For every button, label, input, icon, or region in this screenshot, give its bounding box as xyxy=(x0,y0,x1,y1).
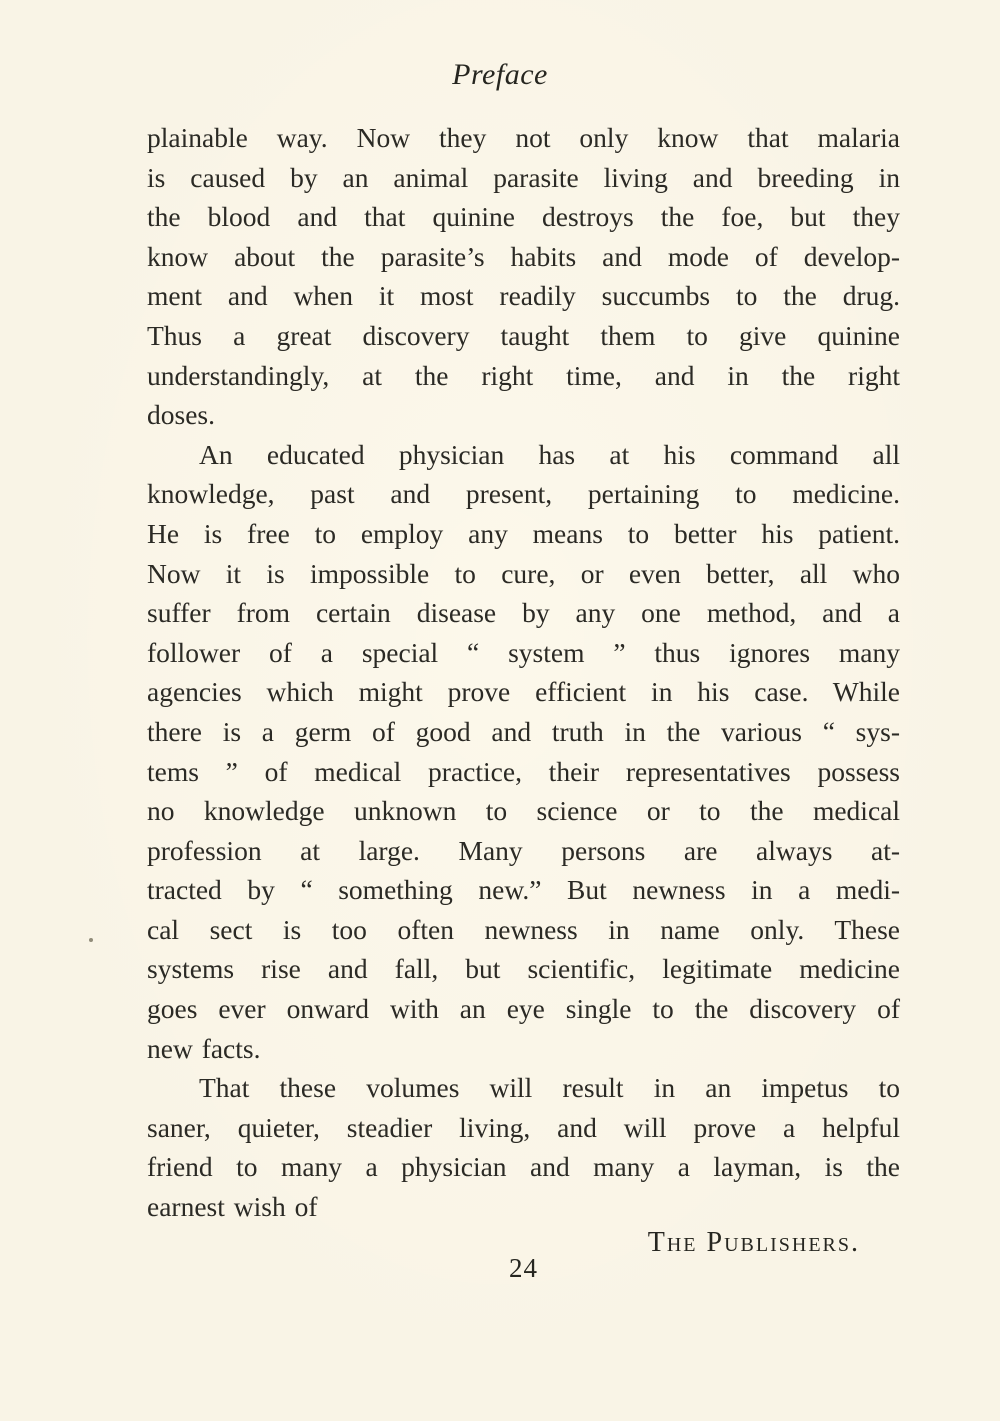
text-line: Now it is impossible to cure, or even better, all who xyxy=(147,557,900,589)
text-line: profession at large. Many persons are always at- xyxy=(147,834,900,866)
text-line: tems ” of medical practice, their representatives possess xyxy=(147,755,900,787)
text-line: He is free to employ any means to better his patient. xyxy=(147,517,900,549)
paragraph xyxy=(147,435,900,1069)
text-line: is caused by an animal parasite living and breeding in xyxy=(147,161,900,193)
text-line: knowledge, past and present, pertaining to medicine. xyxy=(147,478,900,510)
text-line: ment and when it most readily succumbs to the drug. xyxy=(147,280,900,312)
text-line: saner, quieter, steadier living, and will prove a helpful xyxy=(147,1111,900,1143)
text-line: tracted by “ something new.” But newness in a medi- xyxy=(147,874,900,906)
paragraph xyxy=(147,118,900,435)
text-line: An educated physician has at his command all xyxy=(199,438,900,470)
text-line: there is a germ of good and truth in the various “ sys- xyxy=(147,715,900,747)
text-line: doses. xyxy=(147,399,215,431)
paragraph xyxy=(147,1068,900,1226)
text-line: cal sect is too often newness in name only. These xyxy=(147,913,900,945)
text-line: the blood and that quinine destroys the foe, but they xyxy=(147,201,900,233)
text-block xyxy=(147,118,900,1227)
text-line: That these volumes will result in an impetus to xyxy=(199,1072,900,1104)
text-line: know about the parasite’s habits and mode of develop- xyxy=(147,240,900,272)
publisher-signature: The Publishers. xyxy=(647,1226,860,1258)
text-line: no knowledge unknown to science or to the medical xyxy=(147,795,900,827)
scan-artifact xyxy=(89,938,93,942)
text-line: earnest wish of xyxy=(147,1191,318,1223)
text-line: plainable way. Now they not only know that malaria xyxy=(147,122,900,153)
text-line: Thus a great discovery taught them to give quinine xyxy=(147,319,900,351)
text-line: new facts. xyxy=(147,1032,261,1064)
text-line: suffer from certain disease by any one method, and a xyxy=(147,597,900,629)
page-title: Preface xyxy=(452,58,548,91)
page-number: 24 xyxy=(509,1252,538,1283)
text-line: understandingly, at the right time, and in the right xyxy=(147,359,900,391)
text-line: friend to many a physician and many a layman, is the xyxy=(147,1151,900,1183)
text-line: agencies which might prove efficient in his case. While xyxy=(147,676,900,708)
text-line: goes ever onward with an eye single to the discovery of xyxy=(147,993,900,1025)
text-line: systems rise and fall, but scientific, legitimate medicine xyxy=(147,953,900,985)
text-line: follower of a special “ system ” thus ignores many xyxy=(147,636,900,668)
